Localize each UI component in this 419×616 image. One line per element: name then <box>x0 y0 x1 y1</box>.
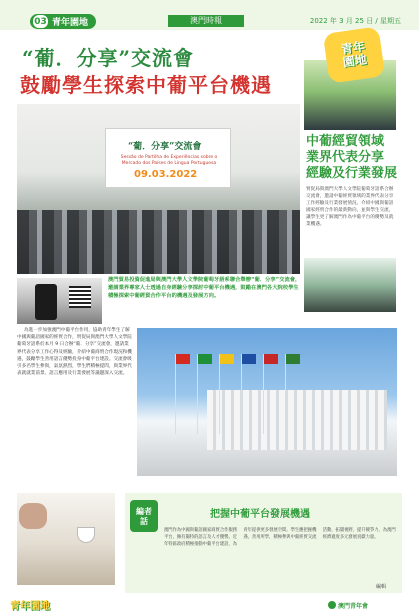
corner-badge-line2: 園地 <box>341 52 368 70</box>
flag-icon <box>264 354 278 364</box>
flag-pole <box>197 354 198 434</box>
corner-badge-line1: 青年 <box>340 39 366 57</box>
editor-author: 編輯 <box>376 584 387 590</box>
editor-badge <box>130 500 158 532</box>
photo-dish <box>17 493 115 585</box>
screen-subtitle: Sessão de Partilha de Experiências sobre o Mercado dos Países de Língua Portuguesa <box>120 155 218 166</box>
flag-pole <box>285 354 286 434</box>
photo-phone-qr <box>17 278 102 324</box>
cup-icon <box>77 527 95 543</box>
side-text: 貿促局與澳門大學人文學院葡萄牙語系合辦交流會，邀請中葡經貿領域的業界代表分享工作經驗及行業發展情況，介紹中國與葡語國家經貿合作的最新動向，並與學生交流，讓學生更了解澳門作為中葡平台的優勢及就業機遇。 <box>306 187 394 227</box>
logo-icon <box>328 601 336 609</box>
corner-badge <box>323 26 385 83</box>
footer-logo-text: 澳門青年會 <box>338 603 369 610</box>
editor-badge-line1: 編者 <box>136 506 152 516</box>
flag-pole <box>175 354 176 434</box>
photo-speakers <box>304 258 396 312</box>
phone-icon <box>35 284 57 320</box>
side-title-line1: 中葡經貿領域 <box>306 134 385 149</box>
flag-icon <box>286 354 300 364</box>
editor-text: 澳門作為中國與葡語國家商貿合作服務平台，擁有獨特的語言及人才優勢。近年特區政府積極推動中葡平台建設，為青年提供更多發展空間。學生應把握機遇，善用所學，積極參與中葡經貿交流活動，拓闊視野，提升競爭力，為澳門經濟適度多元發展貢獻力量。 <box>164 528 396 547</box>
section-number: 03 <box>34 16 47 27</box>
side-title-line2: 業界代表分享 <box>306 150 385 165</box>
footer-logo <box>328 601 368 610</box>
building <box>207 390 387 450</box>
qr-code-icon <box>69 286 91 308</box>
photo-caption: 澳門貿易投資促進局與澳門大學人文學院葡萄牙語系聯合舉辦“葡．分享”交流會，邀請業界專家人士透過自身經驗分享探討中葡平台機遇，鼓勵在澳門各大院校學生積極探索中葡經貿合作平台的機遇及發展方向。 <box>108 277 301 299</box>
side-title <box>306 134 402 182</box>
flag-pole <box>241 354 242 434</box>
flag-icon <box>242 354 256 364</box>
main-event-photo <box>17 104 300 274</box>
flag-icon <box>176 354 190 364</box>
screen-title: “葡．分享”交流會 <box>128 142 202 152</box>
section-tag <box>30 14 96 29</box>
photo-building-flags <box>137 328 397 476</box>
headline-line-1: “葡．分享”交流會 <box>22 46 195 70</box>
editor-title: 把握中葡平台發展機遇 <box>210 509 310 520</box>
footer-tag: 青年園地 <box>10 601 50 612</box>
headline-line-2: 鼓勵學生探索中葡平台機遇 <box>20 73 272 97</box>
section-name: 青年園地 <box>52 18 89 28</box>
flag-icon <box>220 354 234 364</box>
event-screen <box>105 128 231 188</box>
paper-name: 澳門時報 <box>168 15 244 27</box>
hand-shape <box>19 503 47 529</box>
screen-date: 09.03.2022 <box>134 169 198 180</box>
flag-pole <box>263 354 264 434</box>
audience-silhouettes <box>17 210 300 274</box>
flag-pole <box>219 354 220 434</box>
side-title-line3: 經驗及行業發展 <box>306 166 398 181</box>
editor-badge-line2: 話 <box>140 516 148 526</box>
date-edition: 2022 年 3 月 25 日 / 星期五 <box>309 17 401 25</box>
flag-icon <box>198 354 212 364</box>
article-body: 為進一步加強澳門中葡平台作用，協助青年學生了解中國與葡語國家的經貿合作，貿促局與澳門大學人文學院葡萄牙語系於本月 9 日合辦“葡．分享”交流會，邀請業界代表分享工作心得及經驗，介紹中葡商貿合作現況和機遇，鼓勵學生善用語言優勢投身中葡平台建設。交流會吸引多名學生參與，氣氛熱烈，學生們積極提問，與業界代表就就業前景、語言應用及行業發展等議題深入交流。 <box>17 328 132 377</box>
